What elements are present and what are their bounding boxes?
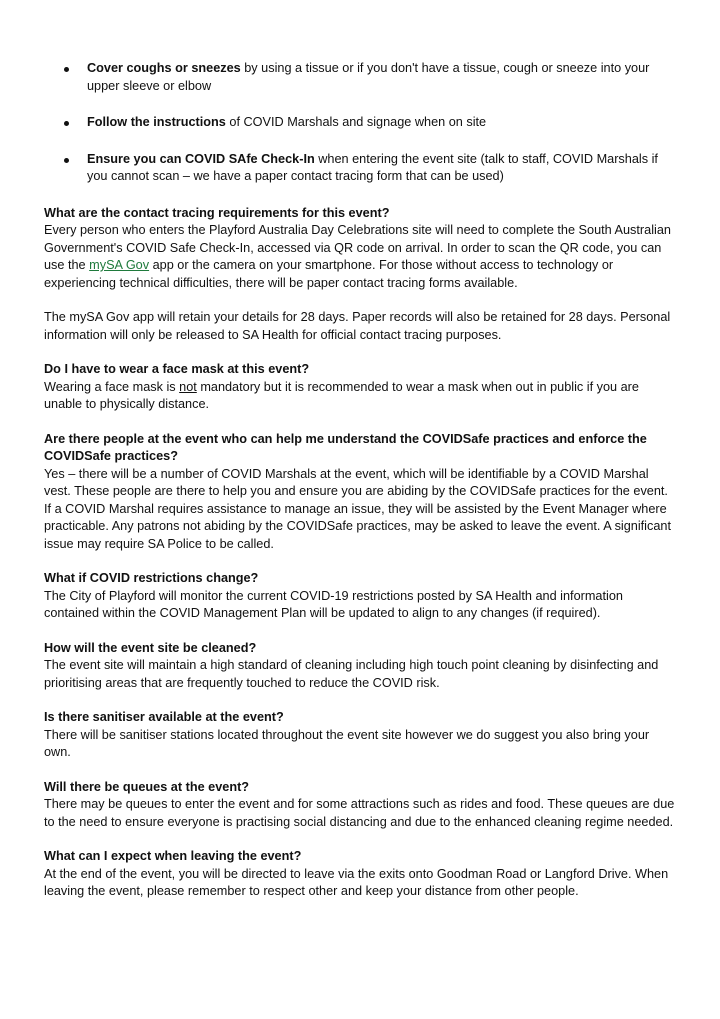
faq-question: What are the contact tracing requirements for this event? [44,205,390,220]
list-item: Ensure you can COVID SAfe Check-In when entering the event site (talk to staff, COVID Marshals if you cannot scan – we have a paper contact tracing form that can be used) [44,151,676,186]
faq-answer: Yes – there will be a number of COVID Marshals at the event, which will be identifiable by a COVID Marshal vest. These people are there to help you and ensure you are abiding by the COVIDSafe practices for the event. If a COVID Marshal requires assistance to manage an issue, they will be assisted by the Event Manager where practicable. Any patrons not abiding by the COVIDSafe practices, may be asked to leave the event. A significant issue may require SA Police to be called. [44,466,671,551]
faq-answer: Wearing a face mask is not mandatory but it is recommended to wear a mask when out in public if you are unable to physically distance. [44,379,639,411]
faq-restrictions [44,570,676,623]
bullet-icon [64,121,69,126]
faq-queues [44,779,676,832]
faq-face-mask [44,361,676,414]
faq-cleaning [44,640,676,693]
list-item: Cover coughs or sneezes by using a tissue or if you don't have a tissue, cough or sneeze into your upper sleeve or elbow [44,60,676,95]
faq-section [44,205,676,901]
faq-covid-marshals [44,431,676,554]
faq-answer: Every person who enters the Playford Australia Day Celebrations site will need to complete the South Australian Government's COVID Safe Check-In, accessed via QR code on arrival. In order to scan the QR code, you can use the mySA Gov app or the camera on your smartphone. For those without access to technology or experiencing technical difficulties, there will be paper contact tracing forms available. [44,223,671,290]
faq-question: Are there people at the event who can help me understand the COVIDSafe practices and enforce the COVIDSafe practices? [44,431,647,463]
faq-answer: The City of Playford will monitor the current COVID-19 restrictions posted by SA Health and information contained within the COVID Management Plan will be updated to align to any changes (if required). [44,588,623,620]
faq-question: What if COVID restrictions change? [44,571,259,585]
bullet-icon [64,158,69,163]
faq-leaving [44,848,676,901]
faq-answer: The mySA Gov app will retain your details for 28 days. Paper records will also be retained for 28 days. Personal information will only be released to SA Health for official contact tracing purposes. [44,310,671,342]
mysa-gov-link[interactable]: mySA Gov [89,258,150,272]
faq-answer: There may be queues to enter the event and for some attractions such as rides and food. These queues are due to the need to ensure everyone is practising social distancing and due to the enhanced cleaning regime needed. [44,797,675,829]
faq-question: Do I have to wear a face mask at this event? [44,362,310,376]
faq-contact-tracing [44,205,676,345]
faq-answer: At the end of the event, you will be directed to leave via the exits onto Goodman Road or Langford Drive. When leaving the event, please remember to respect other and keep your distance from other people. [44,866,669,898]
covid-safe-bullet-list [44,60,676,186]
faq-question: Is there sanitiser available at the event? [44,710,284,724]
faq-question: Will there be queues at the event? [44,779,250,794]
bullet-icon [64,67,69,72]
faq-question: What can I expect when leaving the event? [44,849,302,863]
faq-sanitiser [44,709,676,762]
faq-question: How will the event site be cleaned? [44,640,257,655]
faq-answer: The event site will maintain a high standard of cleaning including high touch point cleaning by disinfecting and prioritising areas that are frequently touched to reduce the COVID risk. [44,658,659,690]
list-item: Follow the instructions of COVID Marshals and signage when on site [44,114,676,132]
faq-answer: There will be sanitiser stations located throughout the event site however we do suggest you also bring your own. [44,727,650,759]
